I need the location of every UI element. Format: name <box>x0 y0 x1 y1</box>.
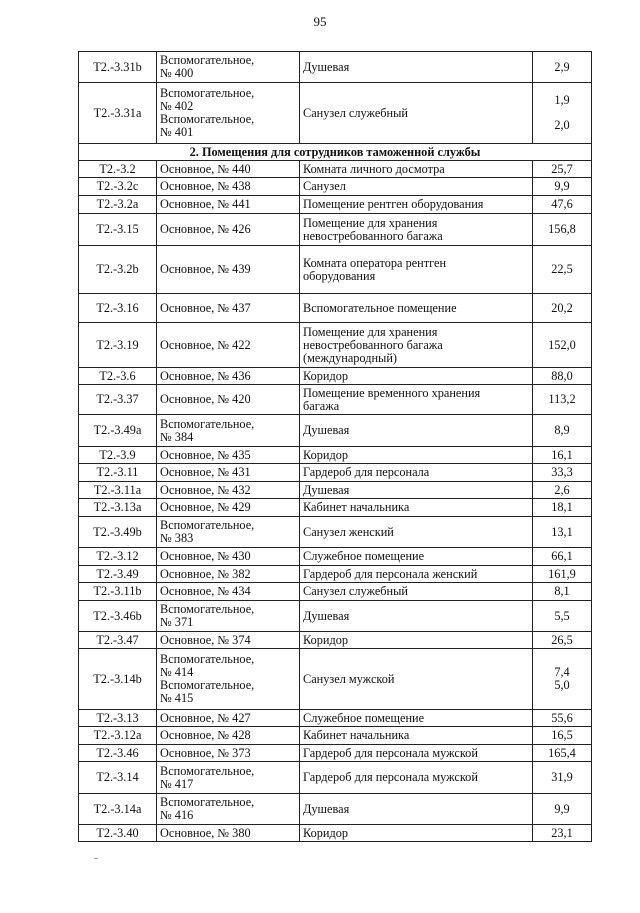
room-type-cell <box>157 368 300 385</box>
room-name-cell <box>300 83 533 144</box>
room-name-cell-line: Кабинет начальника <box>303 728 410 742</box>
room-area-cell-line: 33,3 <box>551 465 573 479</box>
room-name-cell-line: Служебное помещение <box>303 710 425 725</box>
room-area-cell-line: 9,9 <box>554 179 570 193</box>
table-row <box>79 52 592 83</box>
room-name-cell <box>300 196 533 214</box>
room-name-cell-line: Помещение для хранения <box>303 324 438 339</box>
room-code-cell: T2.-3.2c <box>79 178 157 196</box>
room-area-cell <box>533 745 592 762</box>
room-name-cell-line: Санузел мужской <box>303 671 395 686</box>
room-type-cell <box>157 464 300 482</box>
room-area-cell-line: 152,0 <box>548 337 576 352</box>
room-code-cell: T2.-3.19 <box>79 323 157 368</box>
room-area-cell-line: 26,5 <box>551 632 573 647</box>
room-area-cell <box>533 548 592 566</box>
room-code-cell: T2.-3.12a <box>79 727 157 745</box>
room-area-cell <box>533 294 592 323</box>
room-area-cell-line: 2,6 <box>554 482 570 497</box>
room-area-cell-line: 22,5 <box>551 262 573 276</box>
room-name-cell-line: Гардероб для персонала <box>303 465 430 479</box>
table-row <box>79 214 592 246</box>
room-type-cell-line: Основное, № 380 <box>160 825 251 840</box>
room-area-cell-line: 1,9 <box>554 93 570 107</box>
room-area-cell-line: 113,2 <box>548 392 576 406</box>
room-area-cell <box>533 246 592 294</box>
room-type-cell-line: Основное, № 432 <box>160 482 251 497</box>
room-area-cell-line: 8,1 <box>554 584 570 598</box>
room-type-cell <box>157 178 300 196</box>
room-name-cell <box>300 601 533 632</box>
section-heading-row <box>79 144 592 161</box>
room-type-cell <box>157 52 300 83</box>
room-area-cell-line: 156,8 <box>548 222 576 236</box>
room-area-cell-line: 13,1 <box>551 524 573 539</box>
room-name-cell <box>300 323 533 368</box>
room-area-cell <box>533 482 592 499</box>
room-type-cell-line: Основное, № 420 <box>160 392 251 406</box>
room-area-cell-line: 5,0 <box>554 678 570 692</box>
room-area-cell <box>533 385 592 415</box>
room-type-cell <box>157 214 300 246</box>
table-row <box>79 794 592 825</box>
room-code-cell: T2.-3.11 <box>79 464 157 482</box>
room-name-cell <box>300 583 533 601</box>
room-code-cell: T2.-3.14b <box>79 649 157 710</box>
room-code-cell: T2.-3.49a <box>79 415 157 447</box>
room-type-cell <box>157 649 300 710</box>
room-name-cell-line: Гардероб для персонала мужской <box>303 770 478 784</box>
room-type-cell-line: Вспомогательное, <box>160 86 255 100</box>
room-type-cell-line: Вспомогательное, <box>160 53 255 67</box>
room-type-cell <box>157 632 300 649</box>
room-code-cell: T2.-3.9 <box>79 447 157 464</box>
room-type-cell-line: Вспомогательное, <box>160 678 255 692</box>
room-name-cell-line: багажа <box>303 398 340 413</box>
room-area-cell-line: 18,1 <box>551 500 573 514</box>
table-row <box>79 566 592 583</box>
room-area-cell <box>533 601 592 632</box>
table-row <box>79 710 592 727</box>
room-name-cell-line: Комната личного досмотра <box>303 161 445 176</box>
room-type-cell-line: Основное, № 441 <box>160 197 251 211</box>
room-type-cell-line: Вспомогательное, <box>160 518 255 532</box>
room-type-cell-line: Основное, № 430 <box>160 549 251 563</box>
room-name-cell <box>300 566 533 583</box>
room-code-cell: T2.-3.31b <box>79 52 157 83</box>
room-name-cell <box>300 178 533 196</box>
room-area-cell <box>533 762 592 794</box>
room-type-cell <box>157 762 300 794</box>
room-code-cell: T2.-3.40 <box>79 825 157 842</box>
room-name-cell <box>300 214 533 246</box>
room-name-cell-line: Помещение рентген оборудования <box>303 197 484 211</box>
room-name-cell-line: Помещение для хранения <box>303 215 438 230</box>
room-name-cell-line: (международный) <box>303 350 397 365</box>
room-type-cell-line: Основное, № 429 <box>160 500 251 514</box>
room-name-cell-line: невостребованного багажа <box>303 228 443 243</box>
room-type-cell <box>157 246 300 294</box>
room-type-cell-line: Основное, № 436 <box>160 368 251 383</box>
room-code-cell: T2.-3.47 <box>79 632 157 649</box>
room-name-cell <box>300 794 533 825</box>
room-name-cell <box>300 762 533 794</box>
room-area-cell <box>533 415 592 447</box>
room-type-cell-line: Основное, № 434 <box>160 584 251 598</box>
room-name-cell-line: Коридор <box>303 447 349 462</box>
room-name-cell-line: Коридор <box>303 368 349 383</box>
room-type-cell <box>157 566 300 583</box>
room-area-cell <box>533 583 592 601</box>
room-code-cell: T2.-3.37 <box>79 385 157 415</box>
room-code-cell: T2.-3.14 <box>79 762 157 794</box>
room-name-cell-line: Коридор <box>303 632 349 647</box>
room-name-cell <box>300 52 533 83</box>
room-name-cell-line: Душевая <box>303 59 350 74</box>
room-name-cell <box>300 161 533 178</box>
table-row <box>79 649 592 710</box>
room-name-cell-line: Служебное помещение <box>303 549 425 563</box>
room-type-cell-line: № 414 <box>160 665 194 679</box>
table-row <box>79 745 592 762</box>
room-area-cell <box>533 368 592 385</box>
room-name-cell-line: Санузел женский <box>303 524 394 539</box>
room-name-cell <box>300 246 533 294</box>
room-name-cell <box>300 385 533 415</box>
room-area-cell-line: 20,2 <box>551 300 573 315</box>
table-row <box>79 385 592 415</box>
room-area-cell <box>533 499 592 517</box>
room-name-cell-line: Душевая <box>303 423 350 437</box>
room-code-cell: T2.-3.2 <box>79 161 157 178</box>
room-type-cell-line: Основное, № 373 <box>160 745 251 760</box>
room-type-cell <box>157 385 300 415</box>
room-name-cell <box>300 727 533 745</box>
room-type-cell-line: № 416 <box>160 808 194 822</box>
room-type-cell-line: Основное, № 440 <box>160 161 251 176</box>
room-area-cell <box>533 464 592 482</box>
room-area-cell <box>533 727 592 745</box>
room-type-cell <box>157 499 300 517</box>
room-area-cell-line: 2,9 <box>554 59 570 74</box>
room-type-cell <box>157 825 300 842</box>
room-type-cell-line: № 383 <box>160 531 194 545</box>
table-body-section-2 <box>79 161 592 842</box>
room-name-cell <box>300 464 533 482</box>
room-area-cell-line: 2,0 <box>554 118 570 132</box>
room-area-cell <box>533 825 592 842</box>
table-row <box>79 83 592 144</box>
room-name-cell-line: Комната оператора рентген <box>303 255 447 270</box>
room-area-cell <box>533 710 592 727</box>
room-name-cell <box>300 368 533 385</box>
room-type-cell <box>157 601 300 632</box>
room-code-cell: T2.-3.6 <box>79 368 157 385</box>
table-row <box>79 178 592 196</box>
room-type-cell-line: Вспомогательное, <box>160 416 255 431</box>
room-type-cell-line: Вспомогательное, <box>160 602 255 616</box>
table-row <box>79 762 592 794</box>
room-type-cell-line: Основное, № 382 <box>160 566 251 581</box>
room-code-cell: T2.-3.49b <box>79 517 157 548</box>
table-row <box>79 517 592 548</box>
room-type-cell-line: Основное, № 431 <box>160 465 251 479</box>
room-code-cell: T2.-3.14a <box>79 794 157 825</box>
room-name-cell <box>300 649 533 710</box>
room-type-cell <box>157 745 300 762</box>
room-type-cell-line: Основное, № 439 <box>160 262 251 276</box>
room-name-cell <box>300 745 533 762</box>
room-name-cell-line: Гардероб для персонала мужской <box>303 745 478 760</box>
room-name-cell-line: Душевая <box>303 801 350 816</box>
room-area-cell-line: 55,6 <box>551 710 573 725</box>
room-name-cell-line: Душевая <box>303 608 350 623</box>
table-row <box>79 464 592 482</box>
room-type-cell <box>157 161 300 178</box>
room-code-cell: T2.-3.11a <box>79 482 157 499</box>
table-row <box>79 499 592 517</box>
room-type-cell-line: Вспомогательное, <box>160 112 255 126</box>
room-type-cell <box>157 196 300 214</box>
room-type-cell-line: Основное, № 438 <box>160 179 251 193</box>
room-name-cell <box>300 499 533 517</box>
room-area-cell <box>533 649 592 710</box>
room-type-cell-line: № 371 <box>160 615 194 629</box>
room-code-cell: T2.-3.2b <box>79 246 157 294</box>
table-row <box>79 161 592 178</box>
room-area-cell <box>533 323 592 368</box>
room-code-cell: T2.-3.31a <box>79 83 157 144</box>
room-area-cell <box>533 178 592 196</box>
room-name-cell <box>300 447 533 464</box>
room-area-cell-line: 9,9 <box>554 801 570 816</box>
room-code-cell: T2.-3.13 <box>79 710 157 727</box>
room-code-cell: T2.-3.16 <box>79 294 157 323</box>
room-area-cell-line: 16,5 <box>551 728 573 742</box>
room-type-cell-line: Основное, № 422 <box>160 337 251 352</box>
room-area-cell-line: 8,9 <box>554 423 570 437</box>
room-code-cell: T2.-3.15 <box>79 214 157 246</box>
room-area-cell <box>533 632 592 649</box>
table-row <box>79 548 592 566</box>
room-area-cell <box>533 161 592 178</box>
room-name-cell <box>300 517 533 548</box>
room-type-cell-line: Вспомогательное, <box>160 763 255 778</box>
room-type-cell-line: Основное, № 437 <box>160 300 251 315</box>
room-type-cell <box>157 415 300 447</box>
room-type-cell-line: Вспомогательное, <box>160 652 255 666</box>
room-area-cell <box>533 517 592 548</box>
room-area-cell-line: 31,9 <box>551 770 573 784</box>
room-area-cell <box>533 196 592 214</box>
room-type-cell <box>157 482 300 499</box>
room-name-cell-line: Душевая <box>303 482 350 497</box>
room-type-cell-line: Основное, № 427 <box>160 710 251 725</box>
page-number: 95 <box>313 14 327 29</box>
room-code-cell: T2.-3.49 <box>79 566 157 583</box>
room-type-cell-line: № 400 <box>160 66 194 80</box>
room-area-cell <box>533 214 592 246</box>
room-type-cell-line: Основное, № 435 <box>160 447 251 462</box>
room-area-cell-line: 16,1 <box>551 447 573 462</box>
room-area-cell-line: 7,4 <box>554 665 570 679</box>
room-name-cell-line: невостребованного багажа <box>303 337 443 352</box>
room-name-cell-line: Помещение временного хранения <box>303 385 481 400</box>
room-name-cell-line: Санузел <box>303 179 346 193</box>
table-row <box>79 632 592 649</box>
room-name-cell <box>300 710 533 727</box>
room-code-cell: T2.-3.46b <box>79 601 157 632</box>
room-type-cell <box>157 83 300 144</box>
room-name-cell-line: Санузел служебный <box>303 105 408 120</box>
room-name-cell <box>300 294 533 323</box>
table-row <box>79 482 592 499</box>
room-area-cell-line: 88,0 <box>551 368 573 383</box>
room-area-cell <box>533 52 592 83</box>
table-row <box>79 825 592 842</box>
room-type-cell-line: № 415 <box>160 691 194 705</box>
room-type-cell-line: Основное, № 428 <box>160 728 251 742</box>
room-type-cell-line: Основное, № 374 <box>160 632 251 647</box>
room-name-cell <box>300 482 533 499</box>
room-type-cell <box>157 517 300 548</box>
room-name-cell-line: Санузел служебный <box>303 584 408 598</box>
room-name-cell <box>300 548 533 566</box>
room-type-cell <box>157 727 300 745</box>
room-type-cell-line: № 401 <box>160 125 194 139</box>
room-type-cell <box>157 323 300 368</box>
room-area-cell-line: 165,4 <box>548 745 576 760</box>
table-row <box>79 583 592 601</box>
room-type-cell-line: Вспомогательное, <box>160 795 255 809</box>
room-type-cell <box>157 548 300 566</box>
room-area-cell <box>533 566 592 583</box>
room-type-cell-line: № 417 <box>160 776 194 791</box>
room-code-cell: T2.-3.2a <box>79 196 157 214</box>
premises-table <box>78 51 592 842</box>
room-area-cell-line: 161,9 <box>548 566 576 581</box>
room-type-cell <box>157 294 300 323</box>
table-row <box>79 246 592 294</box>
section-title: 2. Помещения для сотрудников таможенной службы <box>79 144 592 161</box>
room-area-cell-line: 5,5 <box>554 608 570 623</box>
room-area-cell-line: 23,1 <box>551 825 573 840</box>
room-type-cell-line: № 402 <box>160 99 194 113</box>
room-type-cell <box>157 794 300 825</box>
room-type-cell <box>157 710 300 727</box>
table-row <box>79 447 592 464</box>
room-name-cell <box>300 632 533 649</box>
room-name-cell-line: Кабинет начальника <box>303 500 410 514</box>
room-name-cell-line: Коридор <box>303 825 349 840</box>
room-area-cell-line: 66,1 <box>551 549 573 563</box>
room-name-cell <box>300 415 533 447</box>
scan-mark <box>94 858 98 859</box>
room-code-cell: T2.-3.46 <box>79 745 157 762</box>
table-row <box>79 601 592 632</box>
table-row <box>79 415 592 447</box>
room-code-cell: T2.-3.12 <box>79 548 157 566</box>
table-body-before-section <box>79 52 592 144</box>
room-name-cell-line: оборудования <box>303 268 376 283</box>
room-area-cell <box>533 83 592 144</box>
table-row <box>79 196 592 214</box>
room-code-cell: T2.-3.11b <box>79 583 157 601</box>
room-area-cell-line: 25,7 <box>551 161 573 176</box>
room-type-cell-line: Основное, № 426 <box>160 222 251 236</box>
room-type-cell <box>157 447 300 464</box>
room-code-cell: T2.-3.13a <box>79 499 157 517</box>
room-type-cell <box>157 583 300 601</box>
table-row <box>79 727 592 745</box>
room-type-cell-line: № 384 <box>160 429 194 444</box>
room-area-cell <box>533 447 592 464</box>
room-name-cell <box>300 825 533 842</box>
table-row <box>79 323 592 368</box>
room-name-cell-line: Вспомогательное помещение <box>303 300 457 315</box>
room-area-cell <box>533 794 592 825</box>
room-area-cell-line: 47,6 <box>551 197 573 211</box>
room-name-cell-line: Гардероб для персонала женский <box>303 566 478 581</box>
table-row <box>79 294 592 323</box>
table-row <box>79 368 592 385</box>
